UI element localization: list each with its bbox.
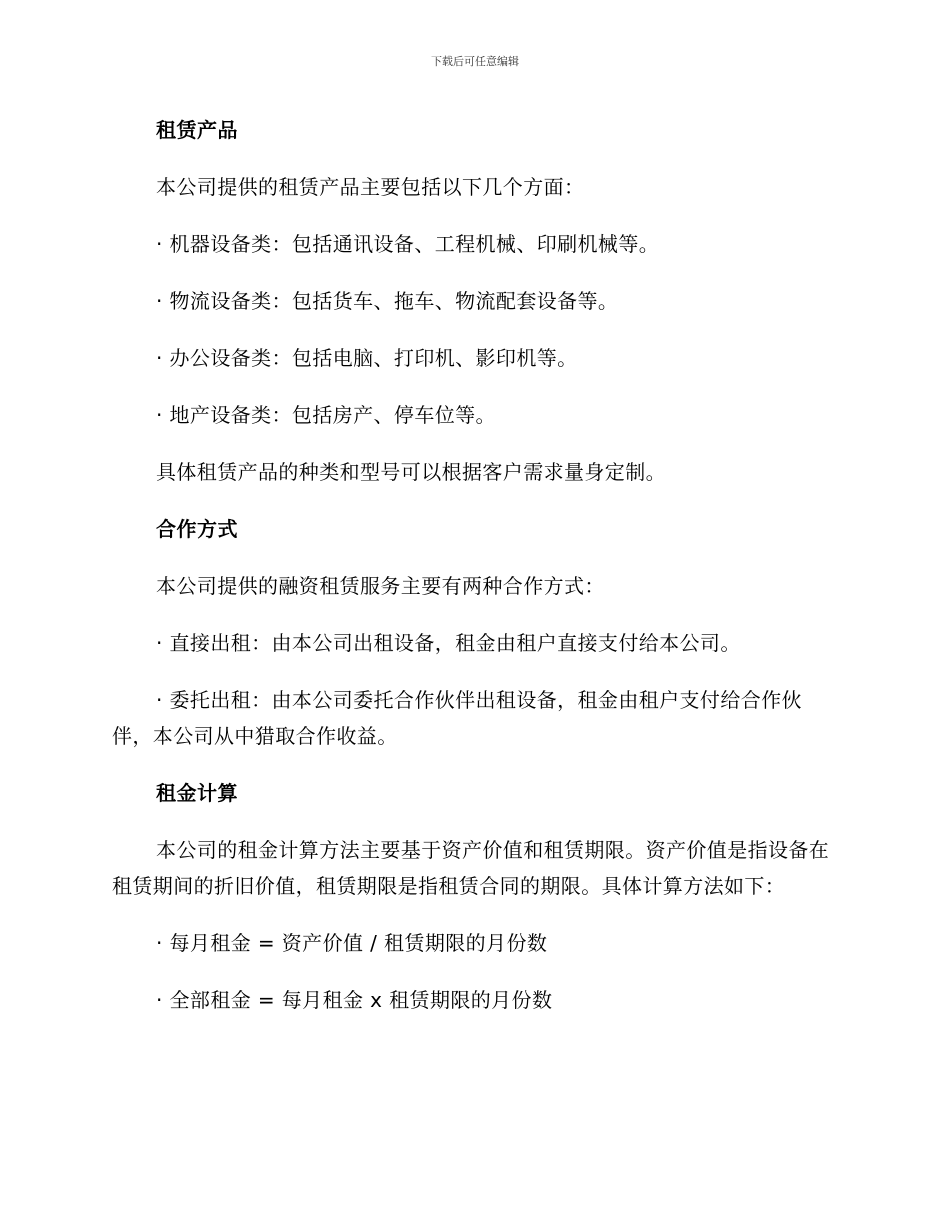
section-heading-cooperation: 合作方式 (156, 517, 238, 541)
rent-item-monthly: · 每月租金 = 资产价值 / 租赁期限的月份数 (156, 931, 548, 955)
products-intro: 本公司提供的租赁产品主要包括以下几个方面： (156, 175, 585, 199)
products-item-realestate: · 地产设备类：包括房产、停车位等。 (156, 403, 496, 427)
cooperation-item-direct: · 直接出租：由本公司出租设备，租金由租户直接支付给本公司。 (156, 631, 741, 655)
products-outro: 具体租赁产品的种类和型号可以根据客户需求量身定制。 (156, 460, 666, 484)
cooperation-intro: 本公司提供的融资租赁服务主要有两种合作方式： (156, 574, 605, 598)
section-heading-rent: 租金计算 (156, 781, 238, 805)
document-body (112, 112, 838, 1018)
products-item-office: · 办公设备类：包括电脑、打印机、影印机等。 (156, 346, 578, 370)
section-heading-products: 租赁产品 (156, 118, 238, 142)
cooperation-item-entrusted: · 委托出租：由本公司委托合作伙伴出租设备，租金由租户支付给合作伙伴，本公司从中猎取合作收益。 (112, 688, 802, 748)
rent-item-total: · 全部租金 = 每月租金 x 租赁期限的月份数 (156, 988, 553, 1012)
products-item-logistics: · 物流设备类：包括货车、拖车、物流配套设备等。 (156, 289, 619, 313)
products-item-machinery: · 机器设备类：包括通讯设备、工程机械、印刷机械等。 (156, 232, 660, 256)
page-header: 下载后可任意编辑 (431, 55, 519, 68)
rent-body: 本公司的租金计算方法主要基于资产价值和租赁期限。资产价值是指设备在租赁期间的折旧价值，租赁期限是指租赁合同的期限。具体计算方法如下： (112, 838, 830, 898)
